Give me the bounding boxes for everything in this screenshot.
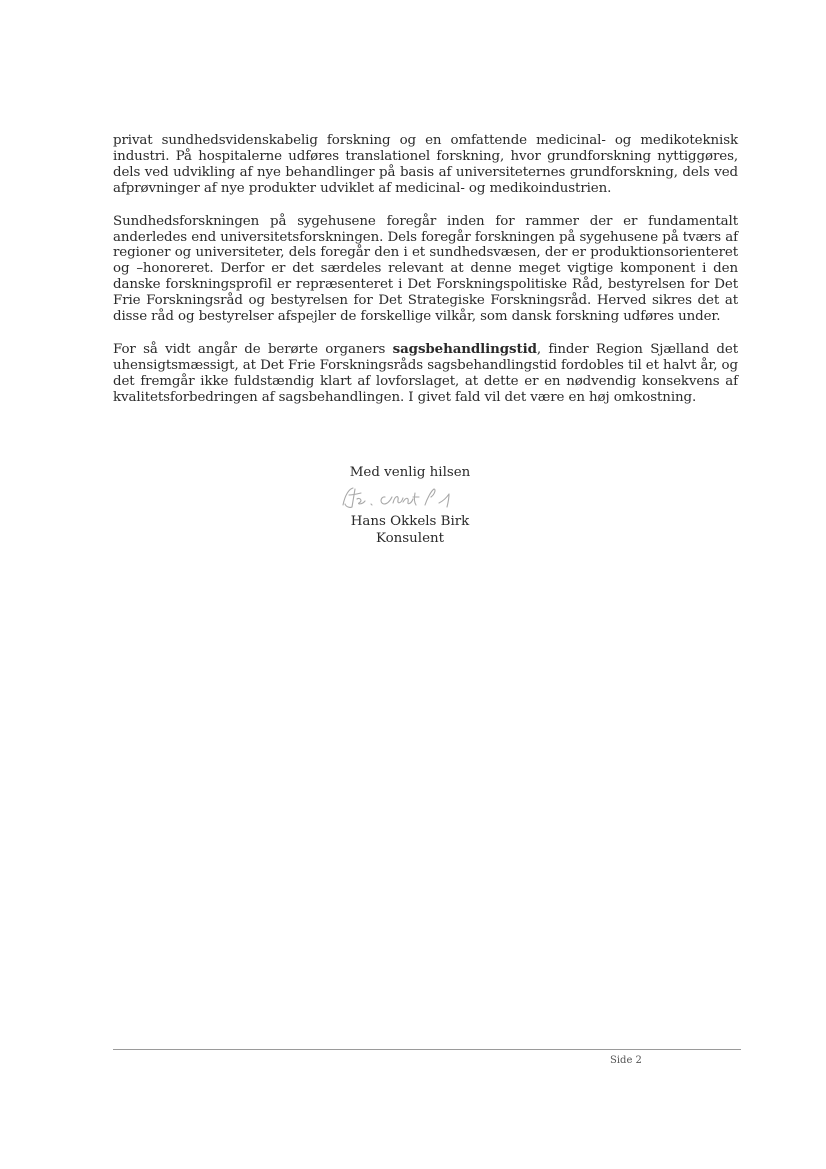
paragraph-hospital-research: Sundhedsforskningen på sygehusene foregår inden for rammer der er fundamentalt anderledes end universitetsforskningen. Dels foregår forskningen på sygehusene på tværs af regioner og universiteter, dels foregår den i et sundhedsvæsen, der er produktionsorienteret og –honoreret. Derfor er det særdeles relevant at denne meget vigtige komponent i den danske forskningsprofil er repræsenteret i Det Forskningspolitiske Råd, bestyrelsen for Det Frie Forskningsråd og bestyrelsen for Det Strategiske Forskningsråd. Herved sikres det at disse råd og bestyrelser afspejler de forskellige vilkår, som dansk forskning udføres under. (113, 213, 738, 325)
letter-body (113, 133, 738, 423)
processing-time-intro: For så vidt angår de berørte organers (113, 341, 393, 357)
paragraph-research-industry: privat sundhedsvidenskabelig forskning og en omfattende medicinal- og medikoteknisk industri. På hospitalerne udføres translationel forskning, hvor grundforskning nyttiggøres, dels ved udvikling af nye behandlinger på basis af universiteternes grundforskning, dels ved afprøvninger af nye produkter udviklet af medicinal- og medikoindustrien. (113, 133, 738, 196)
page-number: Side 2 (610, 1055, 642, 1066)
closing-greeting: Med venlig hilsen (349, 465, 471, 480)
processing-time-rest: , finder Region Sjælland det uhensigtsmæssigt, at Det Frie Forskningsråds sagsbehandlingstid fordobles til et halvt år, og det fremgår ikke fuldstændig klart af lovforslaget, at dette er en nødvendig konsekvens af kvalitetsforbedringen af sagsbehandlingen. I givet fald vil det være en høj omkostning. (113, 341, 738, 405)
footer-rule (113, 1049, 741, 1050)
processing-time-keyword: sagsbehandlingstid (392, 340, 537, 357)
handwritten-signature-icon (335, 483, 485, 511)
letter-closing (300, 464, 520, 547)
paragraph-processing-time (113, 342, 738, 406)
signatory-name: Hans Okkels Birk (350, 514, 470, 529)
signatory-title: Konsulent (375, 531, 445, 546)
